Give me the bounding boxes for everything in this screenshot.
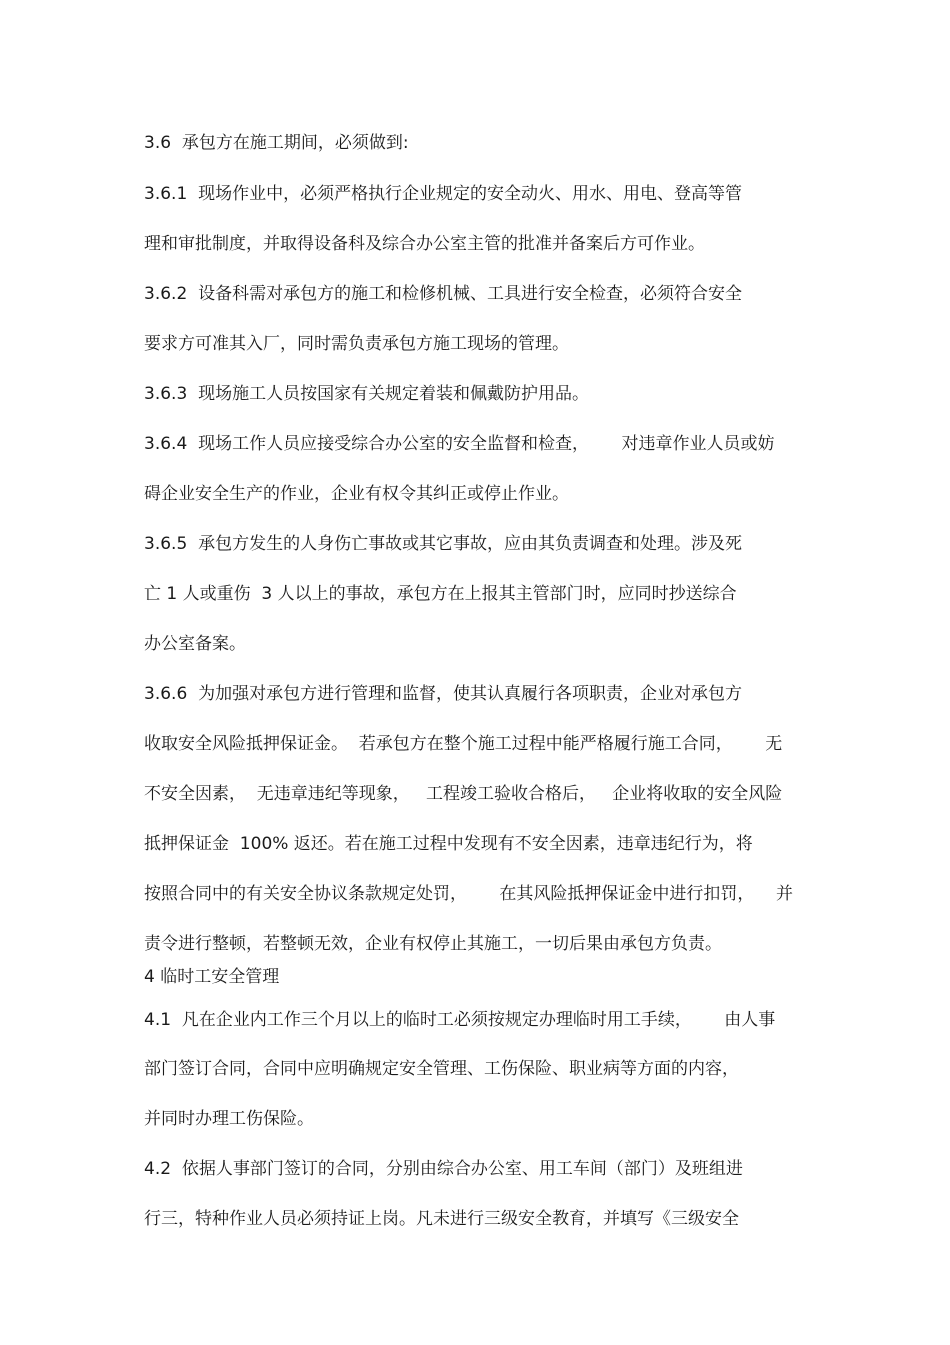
clause-3-6-4: 3.6.4 现场工作人员应接受综合办公室的安全监督和检查， 对违章作业人员或妨 xyxy=(144,434,775,454)
clause-3-6-6-cont-3: 抵押保证金 100% 返还。若在施工过程中发现有不安全因素，违章违纪行为，将 xyxy=(144,834,753,854)
clause-3-6-2: 3.6.2 设备科需对承包方的施工和检修机械、工具进行安全检查，必须符合安全 xyxy=(144,284,743,304)
clause-3-6-3: 3.6.3 现场施工人员按国家有关规定着装和佩戴防护用品。 xyxy=(144,384,590,404)
clause-3-6-1-cont: 理和审批制度，并取得设备科及综合办公室主管的批准并备案后方可作业。 xyxy=(144,234,705,254)
clause-4-1-cont-2: 并同时办理工伤保险。 xyxy=(144,1109,314,1129)
clause-4-2-cont: 行三，特种作业人员必须持证上岗。凡未进行三级安全教育，并填写《三级安全 xyxy=(144,1209,739,1229)
clause-3-6-6-cont-5: 责令进行整顿，若整顿无效，企业有权停止其施工，一切后果由承包方负责。 xyxy=(144,934,722,954)
clause-3-6-4-cont: 碍企业安全生产的作业，企业有权令其纠正或停止作业。 xyxy=(144,484,569,504)
section-heading-4: 4 临时工安全管理 xyxy=(144,967,280,987)
clause-3-6-5-cont-2: 办公室备案。 xyxy=(144,634,246,654)
section-heading-3-6: 3.6 承包方在施工期间，必须做到: xyxy=(144,133,409,153)
clause-4-1: 4.1 凡在企业内工作三个月以上的临时工必须按规定办理临时用工手续， 由人事 xyxy=(144,1010,776,1030)
clause-3-6-6-cont-2: 不安全因素， 无违章违纪等现象， 工程竣工验收合格后， 企业将收取的安全风险 xyxy=(144,784,783,804)
clause-3-6-1: 3.6.1 现场作业中，必须严格执行企业规定的安全动火、用水、用电、登高等管 xyxy=(144,184,743,204)
clause-3-6-2-cont: 要求方可准其入厂，同时需负责承包方施工现场的管理。 xyxy=(144,334,569,354)
clause-4-1-cont: 部门签订合同，合同中应明确规定安全管理、工伤保险、职业病等方面的内容， xyxy=(144,1059,739,1079)
clause-3-6-6: 3.6.6 为加强对承包方进行管理和监督，使其认真履行各项职责，企业对承包方 xyxy=(144,684,743,704)
clause-3-6-6-cont-4: 按照合同中的有关安全协议条款规定处罚， 在其风险抵押保证金中进行扣罚， 并 xyxy=(144,884,794,904)
clause-3-6-5-cont: 亡 1 人或重伤 3 人以上的事故，承包方在上报其主管部门时，应同时抄送综合 xyxy=(144,584,737,604)
clause-3-6-5: 3.6.5 承包方发生的人身伤亡事故或其它事故，应由其负责调查和处理。涉及死 xyxy=(144,534,743,554)
clause-3-6-6-cont: 收取安全风险抵押保证金。 若承包方在整个施工过程中能严格履行施工合同， 无 xyxy=(144,734,783,754)
clause-4-2: 4.2 依据人事部门签订的合同，分别由综合办公室、用工车间（部门）及班组进 xyxy=(144,1159,743,1179)
